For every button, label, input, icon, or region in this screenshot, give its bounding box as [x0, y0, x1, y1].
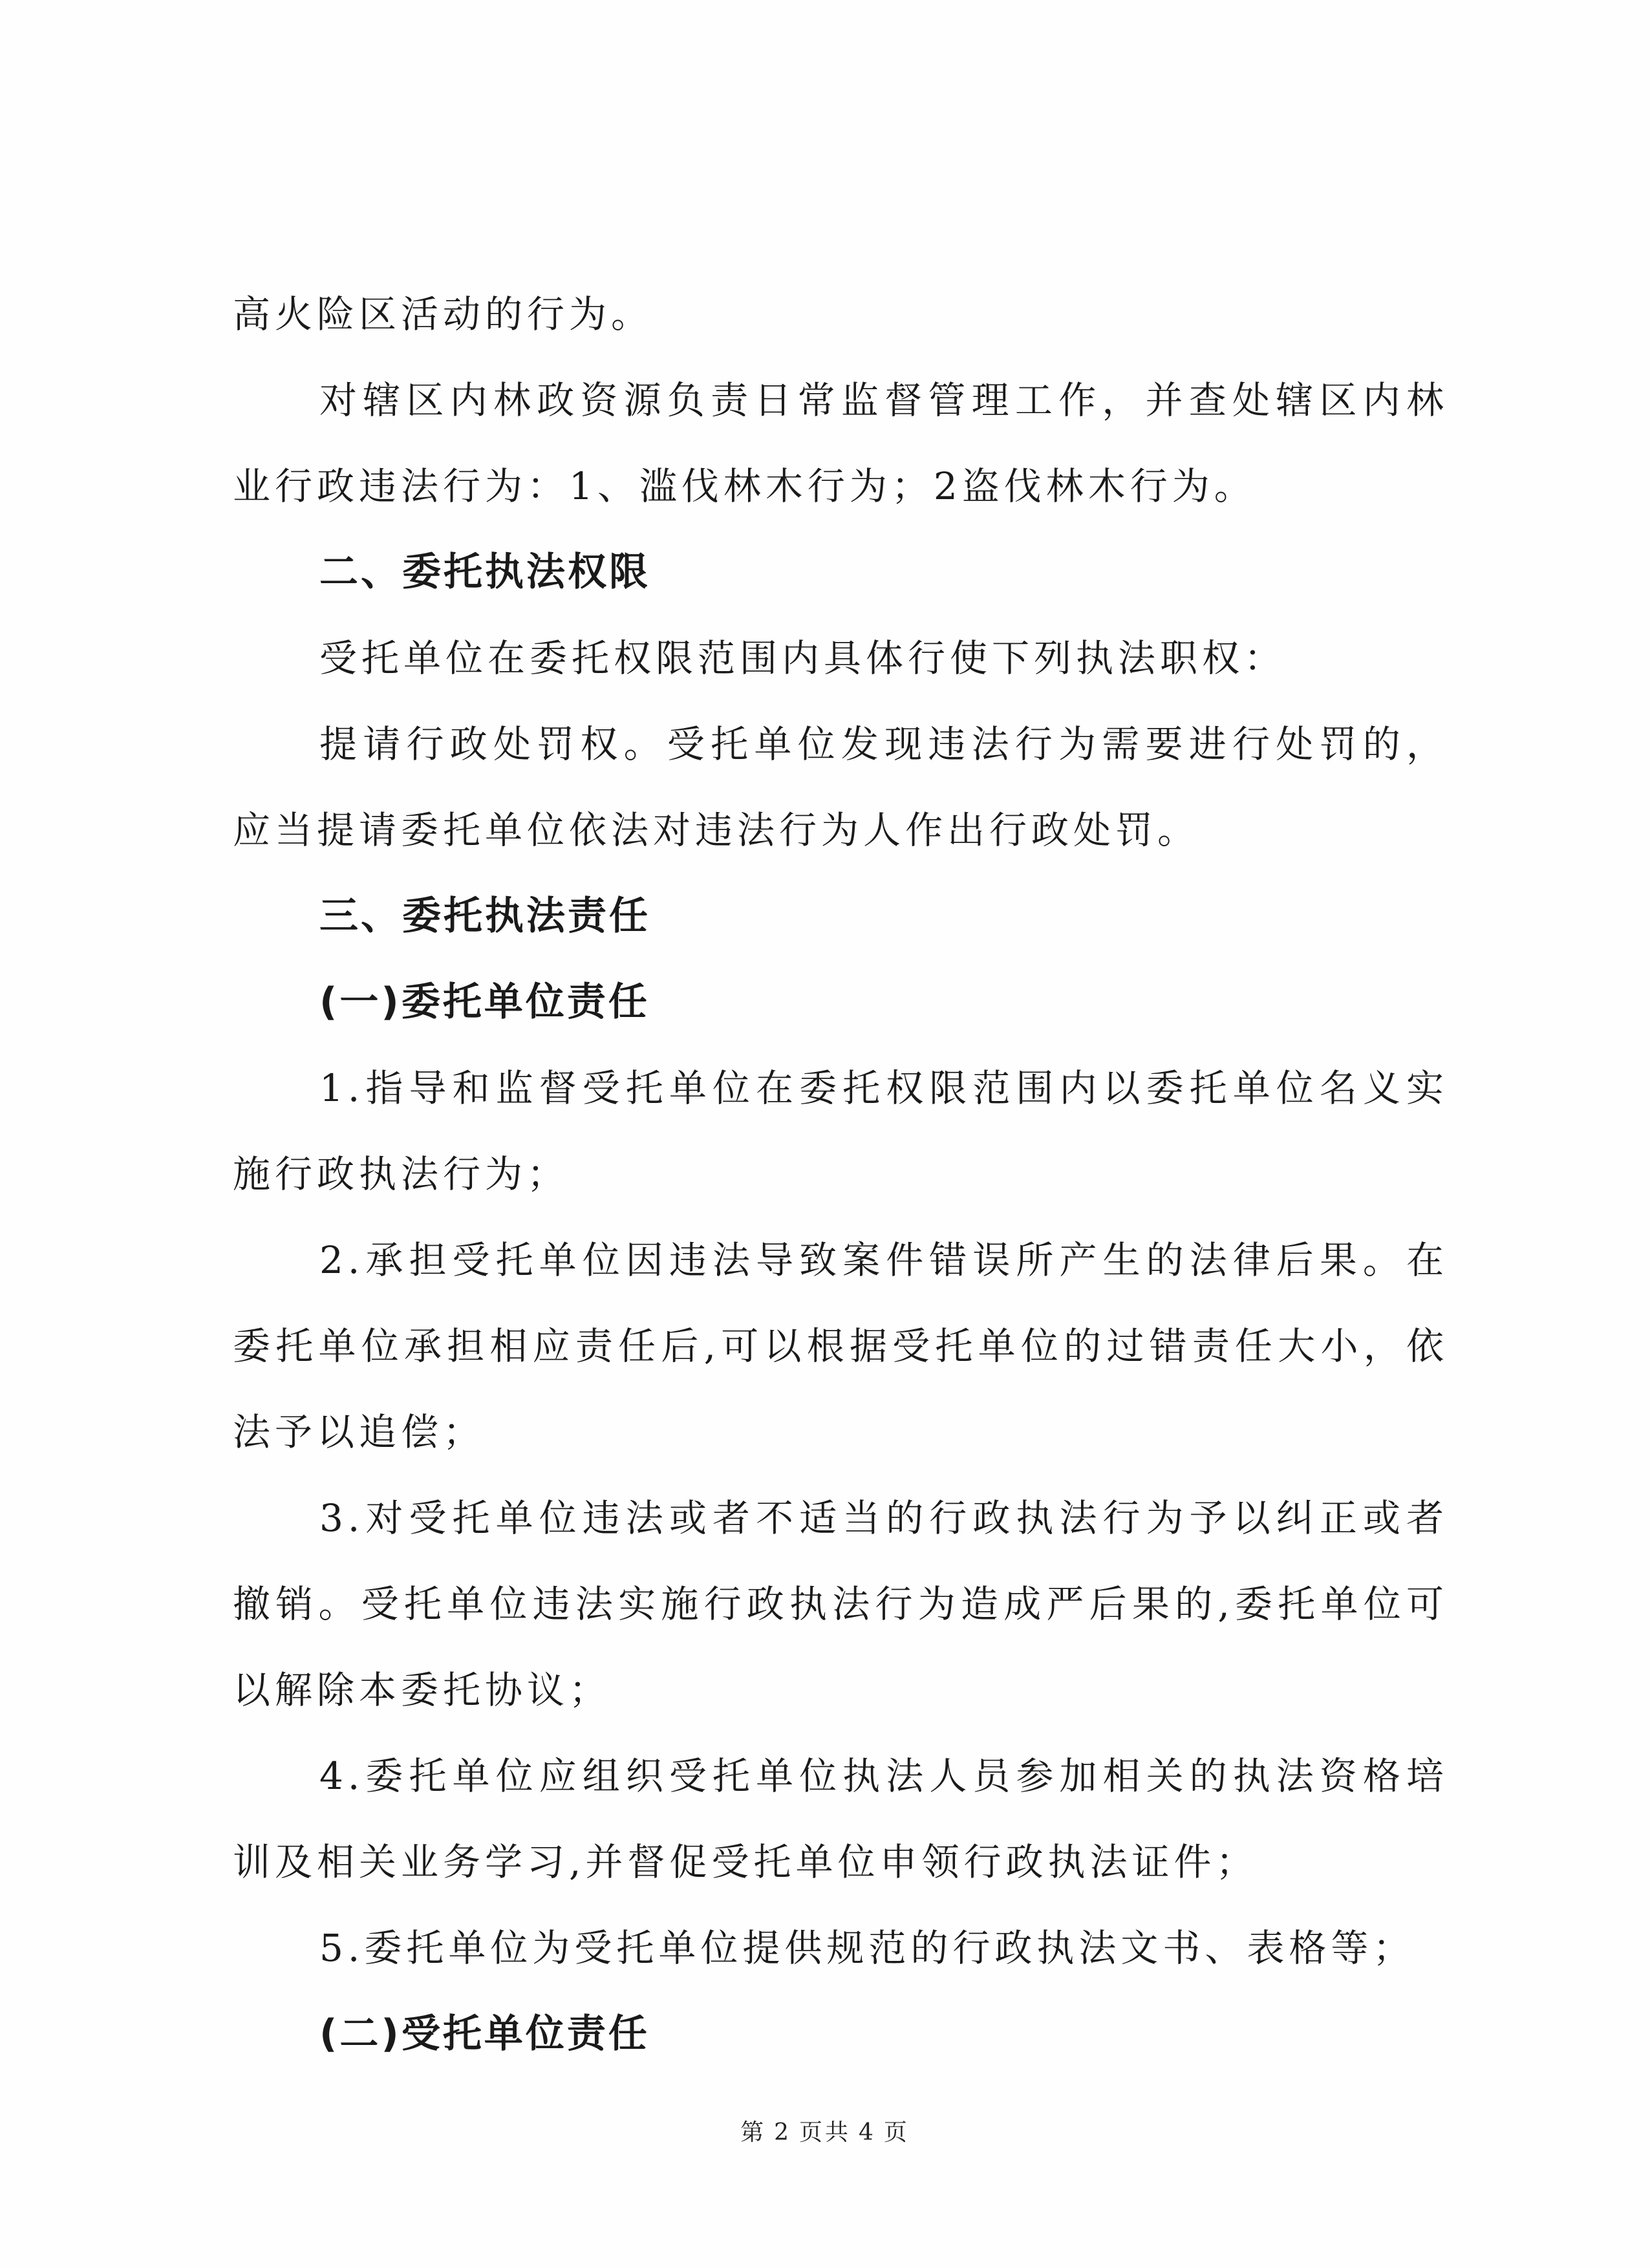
footer-suffix: 页: [883, 2119, 910, 2146]
paragraph-authority-scope: 受托单位在委托权限范围内具体行使下列执法职权：: [319, 636, 1287, 680]
paragraph-continuation: 高火险区活动的行为。: [233, 292, 654, 336]
paragraph-penalty-request: 提请行政处罚权。受托单位发现违法行为需要进行处罚的，应当提请委托单位依法对违法行为人作出行政处罚。: [233, 722, 1448, 852]
list-item-2: 2.承担受托单位因违法导致案件错误所产生的法律后果。在委托单位承担相应责任后,可以根据受托单位的过错责任大小，依法予以追偿；: [233, 1238, 1448, 1454]
document-body: [233, 272, 1448, 2077]
subsection-heading-entrusting-unit: (一)委托单位责任: [319, 979, 650, 1025]
list-item-5: 5.委托单位为受托单位提供规范的行政执法文书、表格等；: [319, 1926, 1415, 1970]
page-footer: [0, 2114, 1650, 2147]
subsection-heading-entrusted-unit: (二)受托单位责任: [319, 2011, 650, 2057]
paragraph-supervision: 对辖区内林政资源负责日常监督管理工作，并查处辖区内林业行政违法行为：1、滥伐林木行为；2盗伐林木行为。: [233, 378, 1448, 508]
footer-prefix: 第: [740, 2119, 767, 2146]
list-item-1: 1.指导和监督受托单位在委托权限范围内以委托单位名义实施行政执法行为；: [233, 1066, 1448, 1196]
list-item-3: 3.对受托单位违法或者不适当的行政执法行为予以纠正或者撤销。受托单位违法实施行政执法行为造成严后果的,委托单位可以解除本委托协议；: [233, 1496, 1448, 1712]
section-heading-authority: 二、委托执法权限: [319, 550, 650, 595]
footer-total-pages: 4: [859, 2119, 876, 2146]
section-heading-responsibility: 三、委托执法责任: [319, 893, 650, 939]
footer-middle: 页共: [798, 2119, 851, 2146]
list-item-4: 4.委托单位应组织受托单位执法人员参加相关的执法资格培训及相关业务学习,并督促受托单位申领行政执法证件；: [233, 1754, 1448, 1884]
footer-page-number: 2: [774, 2119, 791, 2146]
